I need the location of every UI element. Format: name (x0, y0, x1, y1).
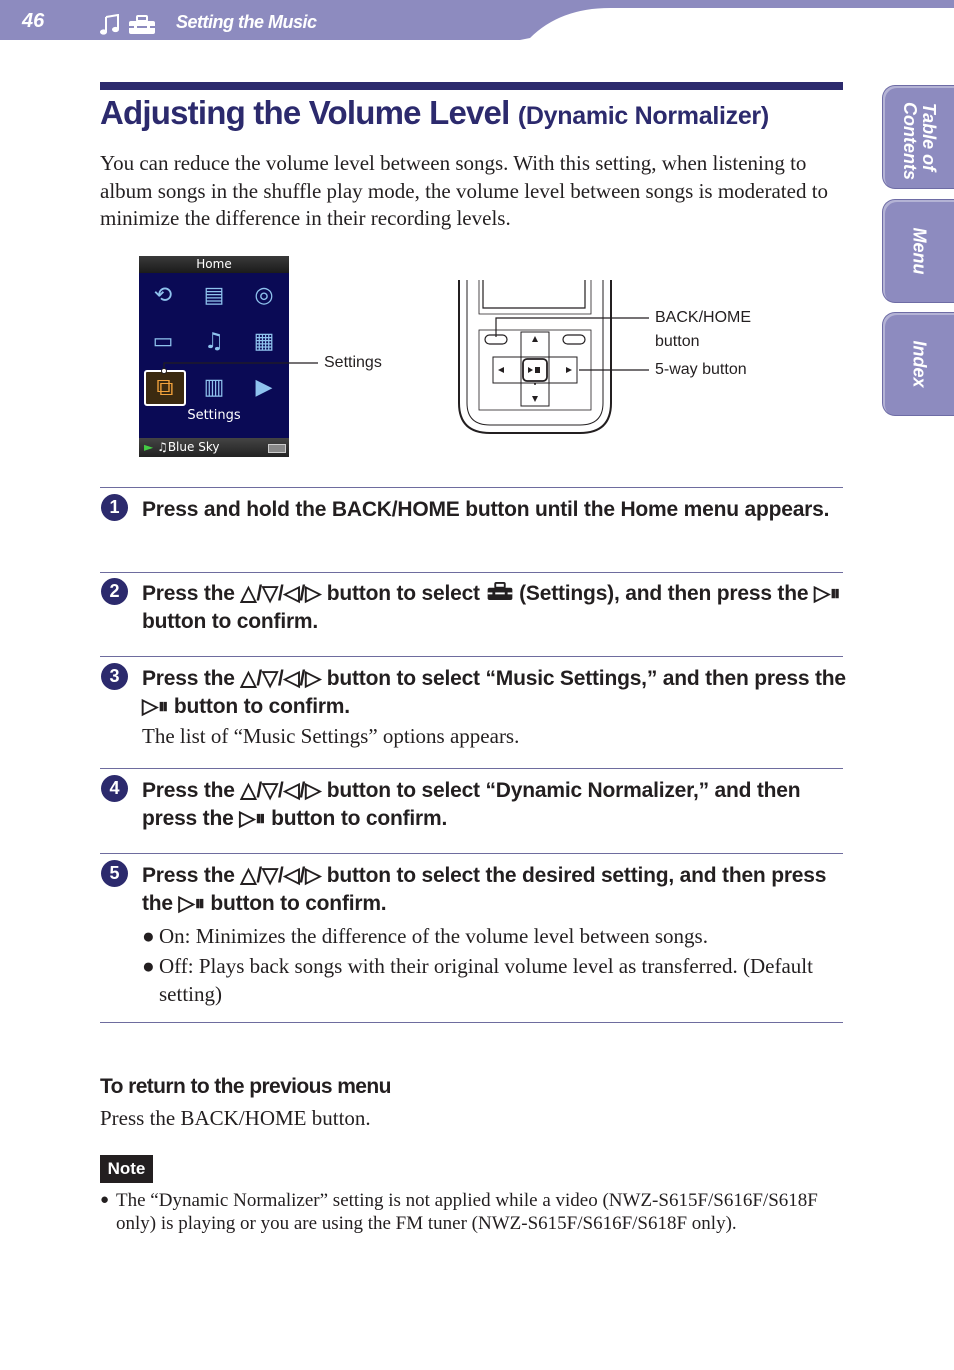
play-indicator-icon: ► (144, 440, 154, 454)
step-number: 3 (101, 663, 128, 690)
back-home-callout (655, 306, 751, 354)
page-number: 46 (22, 10, 45, 32)
step-divider (100, 768, 843, 769)
search-icon: ◎ (254, 283, 274, 308)
step-1-heading: Press and hold the BACK/HOME button until the Home menu appears. (142, 498, 830, 521)
bullet-dot: ● (100, 1192, 110, 1208)
screen-selected-label: Settings (187, 408, 241, 423)
step-3-heading: Press the △/▽/◁/▷ button to select “Music Settings,” and then press the ▷⏸ button to confirm. (142, 667, 846, 718)
step-divider (100, 1022, 843, 1023)
step-5-heading: Press the △/▽/◁/▷ button to select the desired setting, and then press the ▷⏸ button to confirm. (142, 864, 827, 915)
section-title: Setting the Music (176, 12, 317, 32)
step-divider (100, 853, 843, 854)
playlist-icon: ▶ (255, 375, 273, 400)
bullet-dot: ● (142, 954, 155, 978)
return-body: Press the BACK/HOME button. (100, 1106, 371, 1130)
step-4-heading: Press the △/▽/◁/▷ button to select “Dynamic Normalizer,” and then press the ▷⏸ button to confirm. (142, 779, 801, 830)
tab-label: Table of Contents (899, 102, 939, 180)
five-way-callout: 5-way button (655, 361, 747, 378)
settings-callout: Settings (324, 354, 382, 371)
back-home-callout-line2: button (655, 333, 700, 350)
screen-home-title: Home (139, 256, 289, 273)
note-body: The “Dynamic Normalizer” setting is not applied while a video (NWZ-S615F/S616F/S618F only) is playing or you are using the FM tuner (NWZ-S615F/S616F/S618F only). (116, 1190, 818, 1234)
step-2-heading-part-b: (Settings), and then press the ▷⏸ button to confirm. (142, 582, 841, 633)
tab-label: Menu (909, 227, 929, 275)
step-2-heading (142, 580, 847, 635)
photo-icon: ▭ (152, 329, 174, 354)
intro-paragraph: You can reduce the volume level between songs. With this setting, when listening to album songs in the shuffle play mode, the volume level between songs is moderated to minimize the difference in their recording levels. (100, 151, 829, 230)
battery-icon (268, 444, 286, 453)
step-divider (100, 487, 843, 488)
toolbox-icon (128, 15, 156, 35)
step-number: 5 (101, 860, 128, 887)
now-playing-title: Blue Sky (167, 440, 220, 454)
tab-menu[interactable] (883, 200, 954, 302)
step-divider (100, 656, 843, 657)
radio-icon: ▤ (203, 283, 225, 308)
bullet-dot: ● (142, 924, 155, 948)
bullet-text: Off: Plays back songs with their original volume level as transferred. (Default setting) (159, 954, 813, 1006)
music-icon: ♫ (204, 329, 224, 354)
title-sub: (Dynamic Normalizer) (517, 102, 769, 130)
tab-index[interactable] (883, 313, 954, 415)
podcast-icon: ▥ (203, 375, 225, 400)
video-icon: ▦ (253, 329, 275, 354)
bullet-text: On: Minimizes the difference of the volume level between songs. (159, 924, 708, 948)
settings-callout-line (160, 355, 320, 375)
step-number: 1 (101, 494, 128, 521)
title-main: Adjusting the Volume Level (100, 94, 510, 131)
return-heading: To return to the previous menu (100, 1075, 391, 1098)
back-home-callout-line1: BACK/HOME (655, 309, 752, 326)
note-icon: ♫ (157, 440, 168, 454)
step-3-body: The list of “Music Settings” options appears. (142, 724, 520, 748)
settings-icon: ⧉ (144, 370, 186, 406)
player-device-drawing (455, 278, 655, 438)
step-number: 2 (101, 578, 128, 605)
title-rule (100, 82, 843, 90)
now-playing-bar (139, 438, 289, 457)
note-label: Note (100, 1155, 153, 1183)
step-2-heading-part-a: Press the △/▽/◁/▷ button to select (142, 582, 486, 605)
tab-label: Index (909, 340, 929, 388)
music-note-icon (99, 14, 121, 36)
toolbox-icon (486, 582, 514, 601)
step-number: 4 (101, 775, 128, 802)
tab-table-of-contents[interactable] (883, 86, 954, 188)
shuffle-icon: ⟲ (153, 283, 173, 308)
page-title (100, 94, 769, 132)
step-divider (100, 572, 843, 573)
